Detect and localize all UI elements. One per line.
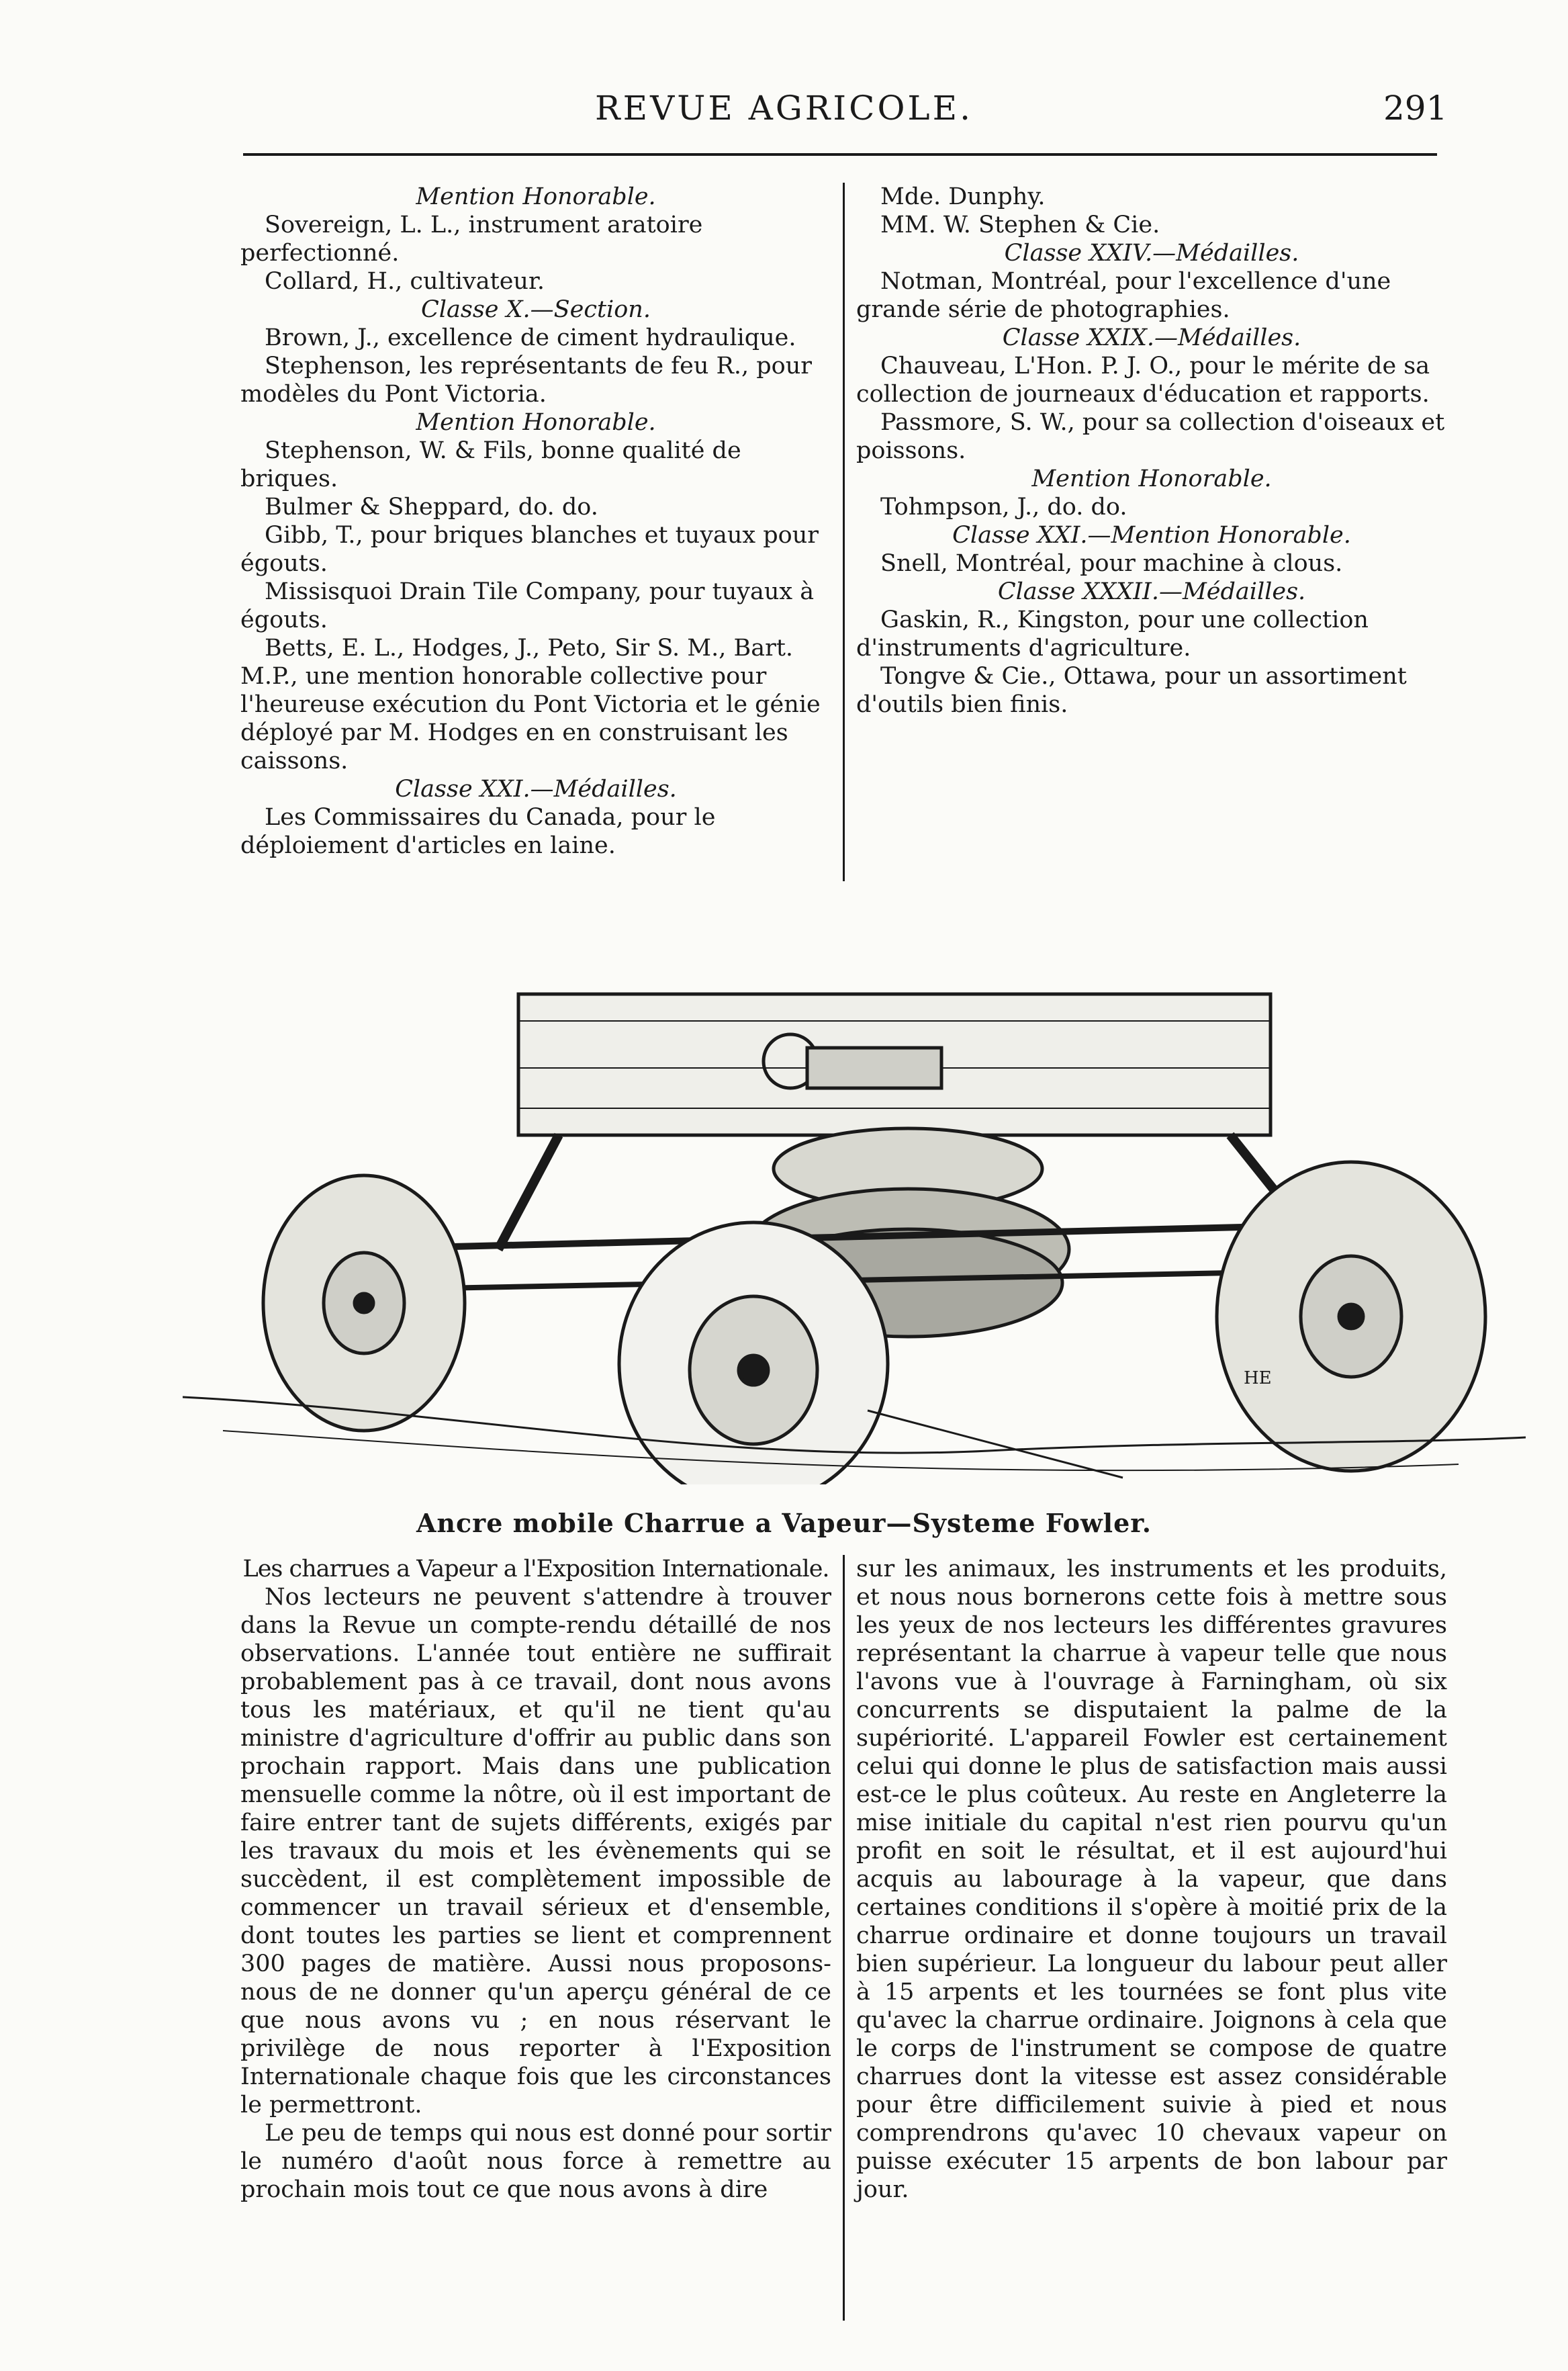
paragraph: Tohmpson, J., do. do. (880, 494, 1127, 521)
paragraph: Le peu de temps qui nous est donné pour sortir le numéro d'août nous force à remettre au prochain mois tout ce que nous avons à dire (240, 2120, 831, 2203)
paragraph: Chauveau, L'Hon. P. J. O., pour le mérite de sa collection de journeaux d'éducation et rapports. (856, 353, 1430, 408)
top-column-divider (843, 183, 845, 881)
section-heading: Classe XXIX.—Médailles. (1002, 324, 1301, 351)
bottom-left-column (240, 1555, 831, 2204)
steam-plough-anchor-engraving (183, 967, 1526, 1484)
section-heading: Classe XXI.—Médailles. (395, 776, 677, 803)
paragraph: Gibb, T., pour briques blanches et tuyaux pour égouts. (240, 522, 819, 577)
running-head: REVUE AGRICOLE. (594, 89, 974, 128)
bottom-column-divider (843, 1555, 845, 2321)
section-heading: Classe X.—Section. (421, 296, 651, 323)
paragraph: Snell, Montréal, pour machine à clous. (880, 550, 1343, 577)
section-heading: Mention Honorable. (416, 409, 656, 436)
paragraph: Nos lecteurs ne peuvent s'attendre à trouver dans la Revue un compte-rendu détaillé de nos observations. L'année tout entière ne suffirait probablement pas à ce travail, dont nous avons tous les matériaux, et qu'il ne tient qu'au ministre d'agriculture d'offrir au public dans son prochain rapport. Mais dans une publication mensuelle comme la nôtre, où il est important de faire entrer tant de sujets différents, exigés par les travaux du mois et les évènements qui se succèdent, il est complètement impossible de commencer un travail sérieux et d'ensemble, dont toutes les parties se lient et comprennent 300 pages de matière. Aussi nous proposons-nous de ne donner qu'un aperçu général de ce que nous avons vu ; en nous réservant le privilège de nous reporter à l'Exposition Internationale chaque fois que les circonstances le permettront. (240, 1584, 831, 2118)
paragraph: Mde. Dunphy. (880, 183, 1046, 210)
bottom-right-column (856, 1555, 1447, 2204)
top-right-column (856, 183, 1447, 719)
engraver-signature: HE (1244, 1368, 1272, 1388)
paragraph: Missisquoi Drain Tile Company, pour tuyaux à égouts. (240, 578, 815, 633)
header-rule (243, 153, 1437, 156)
page-number: 291 (1383, 89, 1448, 128)
paragraph: Sovereign, L. L., instrument aratoire perfectionné. (240, 212, 703, 267)
paragraph: Passmore, S. W., pour sa collection d'oiseaux et poissons. (856, 409, 1445, 464)
paragraph: Notman, Montréal, pour l'excellence d'une grande série de photographies. (856, 268, 1391, 323)
paragraph: Gaskin, R., Kingston, pour une collection d'instruments d'agriculture. (856, 607, 1369, 662)
paragraph: Stephenson, W. & Fils, bonne qualité de briques. (240, 437, 741, 492)
section-heading: Classe XXXII.—Médailles. (997, 578, 1306, 605)
figure-caption: Ancre mobile Charrue a Vapeur—Systeme Fowler. (416, 1508, 1152, 1538)
section-heading: Mention Honorable. (1031, 465, 1272, 492)
article-title: Les charrues a Vapeur a l'Exposition Internationale. (242, 1556, 829, 1582)
paragraph: Brown, J., excellence de ciment hydraulique. (265, 324, 796, 351)
top-left-column (240, 183, 831, 860)
paragraph: sur les animaux, les instruments et les produits, et nous nous bornerons cette fois à mettre sous les yeux de nos lecteurs les différentes gravures représentant la charrue à vapeur telle que nous l'avons vue à l'ouvrage à Farningham, où six concurrents se disputaient la palme de la supériorité. L'appareil Fowler est certainement celui qui donne le plus de satisfaction mais aussi est-ce le plus coûteux. Au reste en Angleterre la mise initiale du capital n'est rien pourvu qu'un profit en soit le résultat, et il est aujourd'hui acquis au labourage à la vapeur, que dans certaines conditions il s'opère à moitié prix de la charrue ordinaire et donne toujours un travail bien supérieur. La longueur du labour peut aller à 15 arpents et les tournées se font plus vite qu'avec la charrue ordinaire. Joignons à cela que le corps de l'instrument se compose de quatre charrues dont la vitesse est assez considérable pour être difficilement suivie à pied et nous comprendrons qu'avec 10 chevaux vapeur on puisse exécuter 15 arpents de bon labour par jour. (856, 1556, 1447, 2203)
paragraph: MM. W. Stephen & Cie. (880, 212, 1160, 238)
paragraph: Tongve & Cie., Ottawa, pour un assortiment d'outils bien finis. (856, 663, 1407, 718)
paragraph: Les Commissaires du Canada, pour le déploiement d'articles en laine. (240, 804, 716, 859)
paragraph: Collard, H., cultivateur. (265, 268, 545, 295)
section-heading: Classe XXIV.—Médailles. (1004, 240, 1299, 267)
paragraph: Betts, E. L., Hodges, J., Peto, Sir S. M., Bart. M.P., une mention honorable collective pour l'heureuse exécution du Pont Victoria et le génie déployé par M. Hodges en en construisant les caissons. (240, 635, 821, 774)
section-heading: Classe XXI.—Mention Honorable. (952, 522, 1351, 549)
paragraph: Bulmer & Sheppard, do. do. (265, 494, 598, 521)
paragraph: Stephenson, les représentants de feu R., pour modèles du Pont Victoria. (240, 353, 812, 408)
section-heading: Mention Honorable. (416, 183, 656, 210)
